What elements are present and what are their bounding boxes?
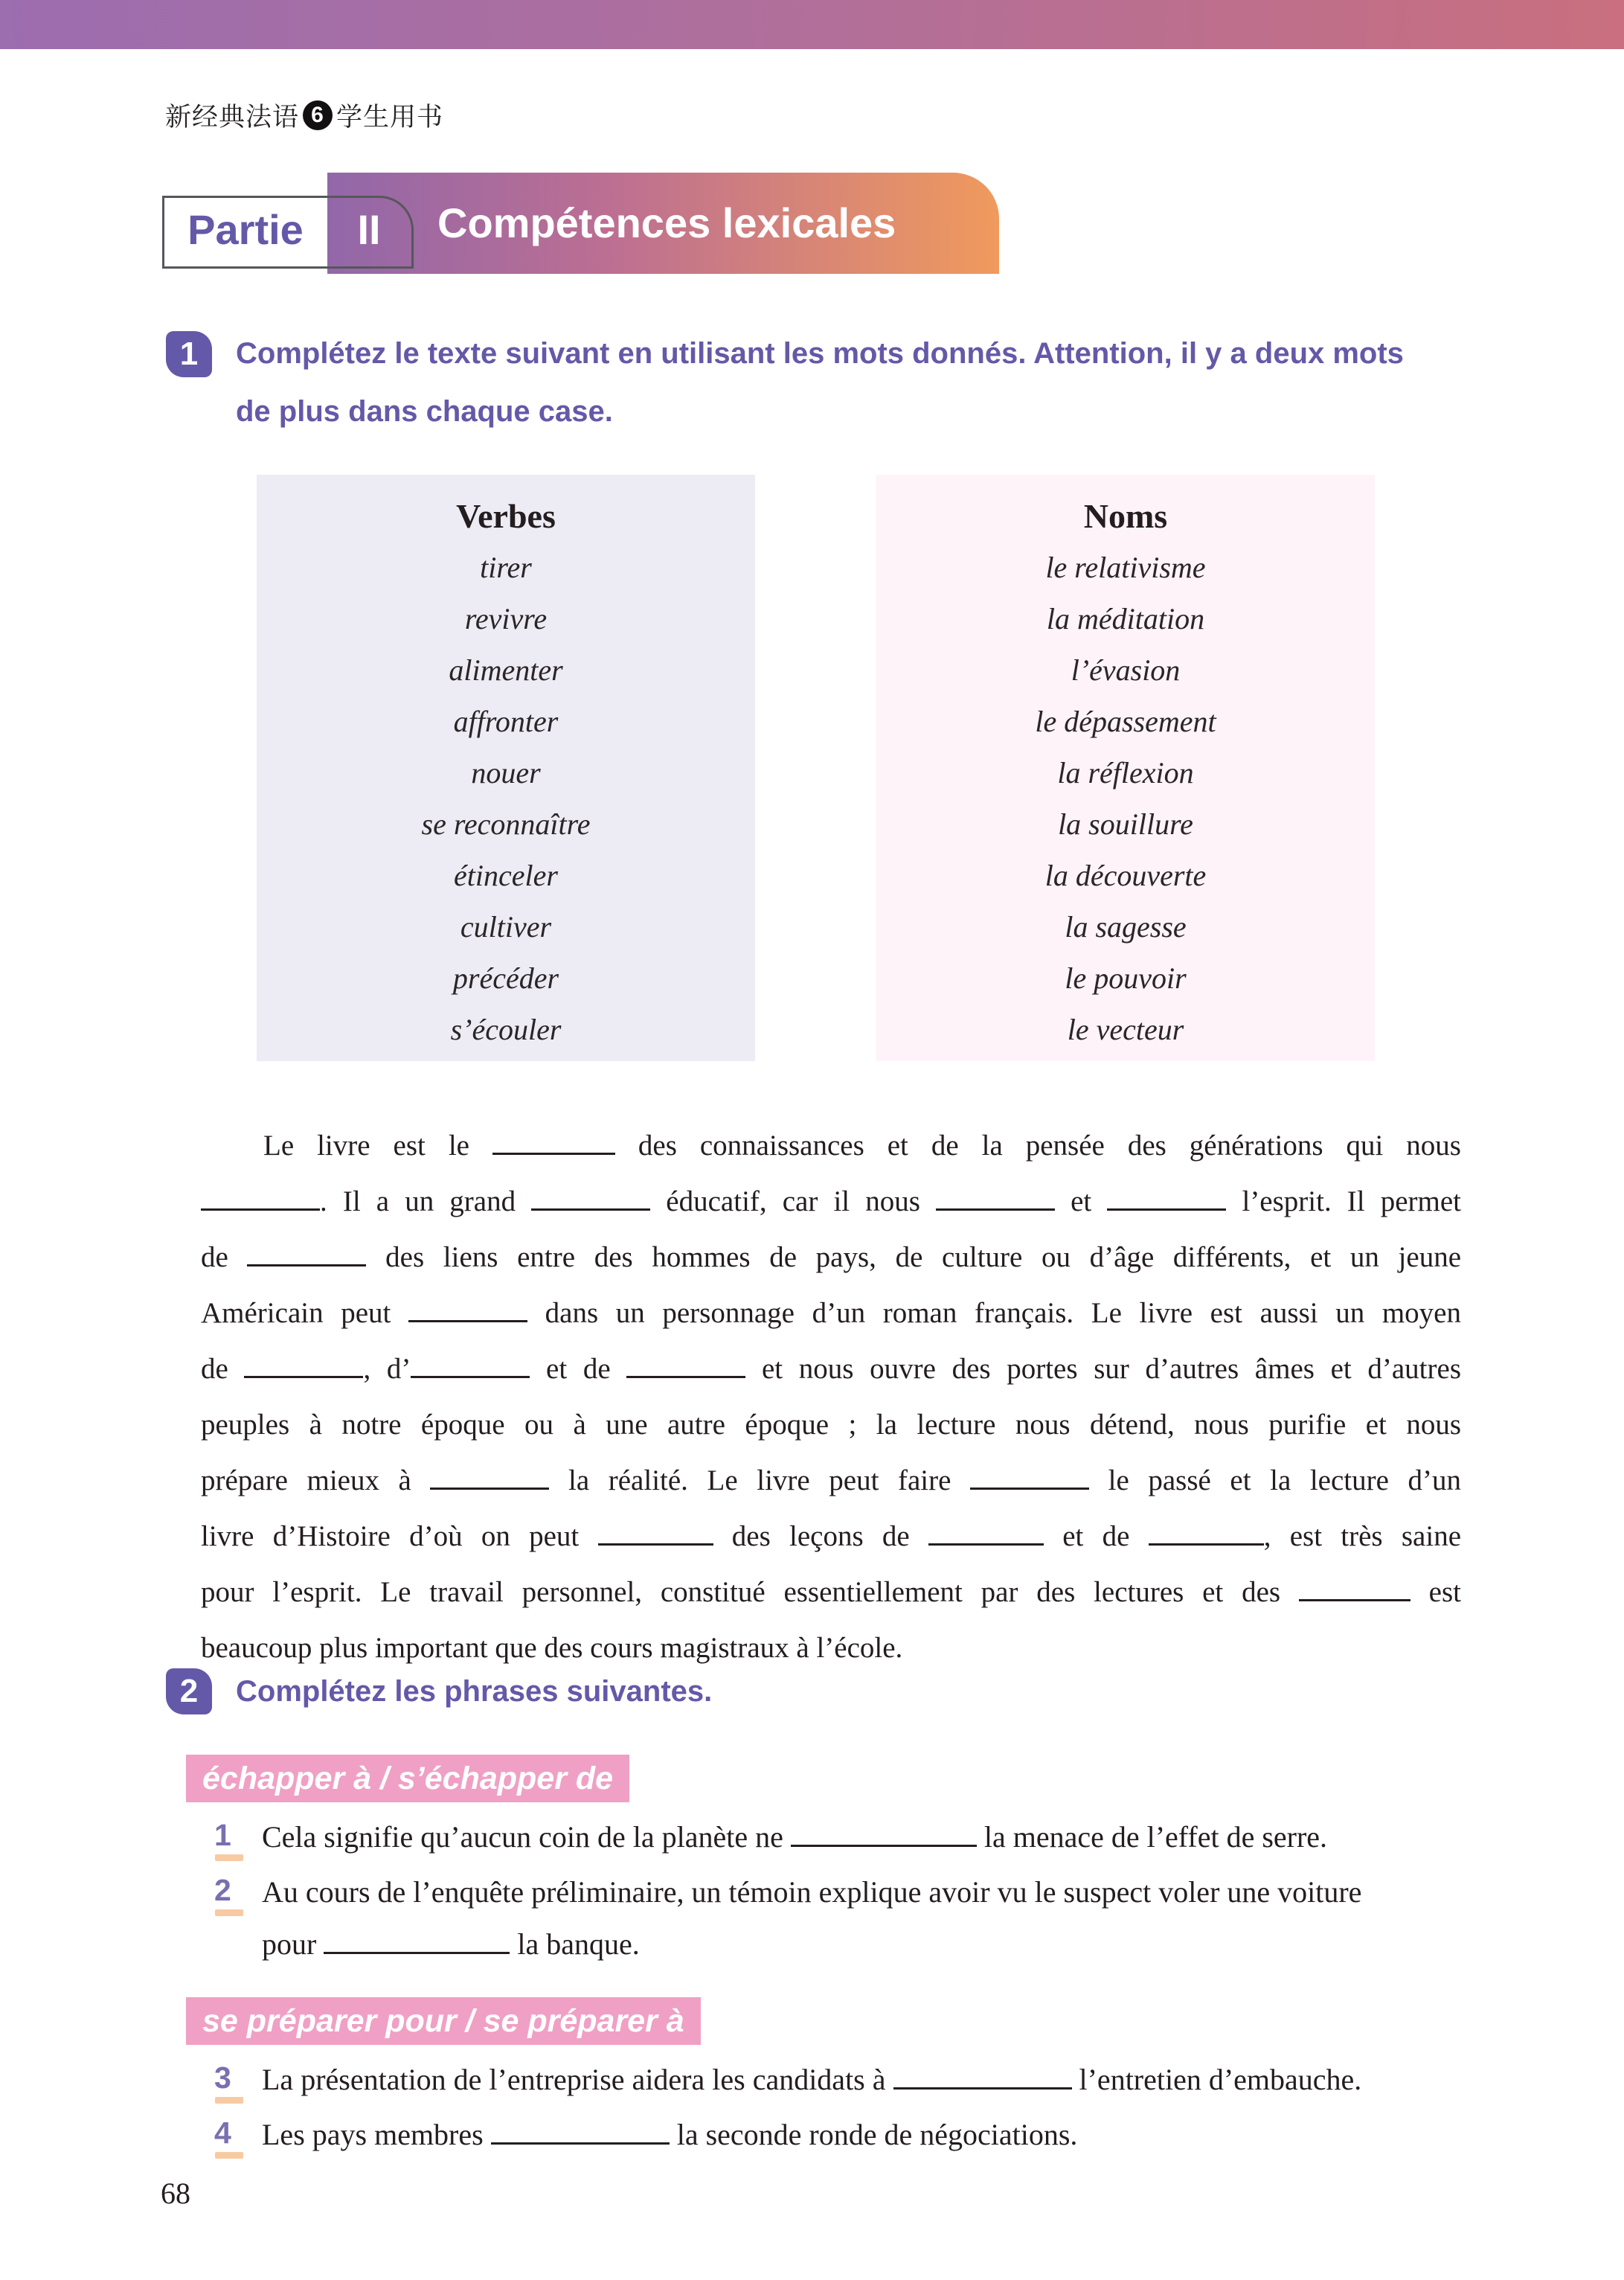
verbes-word-list: [257, 542, 755, 1055]
word-item: l’évasion: [1071, 653, 1181, 687]
volume-badge: 6: [303, 100, 333, 130]
word-item: la sagesse: [1065, 910, 1187, 944]
exercise2-title: Complétez les phrases suivantes.: [236, 1675, 713, 1708]
blank-field: [491, 2113, 670, 2145]
blank-field: [1107, 1179, 1226, 1211]
item-number-text: 3: [214, 2060, 231, 2095]
word-item: nouer: [471, 756, 541, 790]
item-number: [214, 2054, 262, 2104]
exercise2-number-badge: 2: [166, 1668, 212, 1714]
blank-field: [1149, 1514, 1264, 1546]
word-item: le relativisme: [1045, 551, 1206, 584]
noms-word-list: [876, 542, 1375, 1055]
item-number-underline: [215, 2152, 243, 2159]
paragraph-line: livre d’Histoire d’où on peut des leçons de et de , est très saine: [201, 1508, 1461, 1564]
word-item: revivre: [464, 602, 548, 635]
item-text-line: Les pays membres la seconde ronde de négociations.: [262, 2109, 1077, 2161]
running-head-suffix: 学生用书: [336, 103, 444, 132]
partie-numeral: II: [357, 206, 381, 253]
paragraph-line: . Il a un grand éducatif, car il nous et l’esprit. Il permet: [201, 1173, 1461, 1229]
blank-field: [936, 1179, 1055, 1211]
item-text: [262, 2109, 1077, 2161]
item-number-text: 4: [214, 2116, 231, 2150]
item-number-underline: [215, 2097, 243, 2104]
exercise-item: [186, 1811, 1466, 1863]
top-gradient-bar: [0, 0, 1624, 49]
blank-field: [201, 1179, 320, 1211]
item-number-underline: [215, 1909, 243, 1916]
blank-field: [531, 1179, 650, 1211]
exercise1-title-line: de plus dans chaque case.: [236, 395, 613, 428]
word-item: tirer: [480, 551, 532, 584]
item-number-text: 1: [214, 1818, 231, 1852]
page-number: 68: [161, 2177, 190, 2210]
blank-field: [791, 1815, 977, 1847]
phrase-group-label: échapper à / s’échapper de: [186, 1755, 629, 1802]
blank-field: [411, 1347, 530, 1378]
word-item: le vecteur: [1067, 1013, 1184, 1046]
paragraph-line: de , d’ et de et nous ouvre des portes sur d’autres âmes et d’autres: [201, 1341, 1461, 1397]
item-number: [214, 1866, 262, 1916]
paragraph-line: peuples à notre époque ou à une autre époque ; la lecture nous détend, nous purifie et nous: [201, 1409, 1461, 1441]
paragraph-line: de des liens entre des hommes de pays, de culture ou d’âge différents, et un jeune: [201, 1229, 1461, 1285]
partie-label: Partie: [187, 206, 304, 253]
word-item: s’écouler: [450, 1013, 562, 1046]
part-banner-title: Compétences lexicales: [437, 199, 896, 246]
paragraph-line: prépare mieux à la réalité. Le livre peut faire le passé et la lecture d’un: [201, 1453, 1461, 1508]
blank-field: [247, 1235, 366, 1267]
blank-field: [430, 1458, 549, 1490]
paragraph-line: Américain peut dans un personnage d’un roman français. Le livre est aussi un moyen: [201, 1285, 1461, 1341]
word-item: précéder: [452, 961, 559, 995]
item-text: [262, 1811, 1327, 1863]
verbes-word-box: [257, 475, 755, 1061]
blank-field: [893, 2058, 1072, 2090]
gap-fill-paragraph: [201, 1118, 1461, 1676]
partie-outline-box: [162, 196, 414, 269]
blank-field: [324, 1922, 510, 1954]
running-head-series: 新经典法语: [165, 103, 300, 132]
word-item: la méditation: [1046, 602, 1205, 635]
blank-field: [244, 1347, 363, 1378]
word-item: se reconnaître: [421, 807, 591, 841]
noms-box-title: Noms: [1083, 497, 1168, 535]
blank-field: [970, 1458, 1089, 1490]
exercise-item: [186, 2054, 1466, 2106]
word-item: alimenter: [449, 653, 563, 687]
exercise-item: [186, 2109, 1466, 2161]
exercise1-title: [236, 324, 1404, 441]
exercise1-number-badge: 1: [166, 331, 212, 377]
item-text: [262, 1866, 1361, 1970]
word-item: la réflexion: [1057, 756, 1194, 790]
item-number: [214, 1811, 262, 1861]
item-text-line: Au cours de l’enquête préliminaire, un témoin explique avoir vu le suspect voler une voiture: [262, 1875, 1362, 1909]
item-text-line: La présentation de l’entreprise aidera les candidats à l’entretien d’embauche.: [262, 2054, 1361, 2106]
item-number-underline: [215, 1854, 243, 1861]
word-item: affronter: [453, 705, 559, 738]
running-head: [165, 97, 443, 134]
word-item: le pouvoir: [1065, 961, 1187, 995]
blank-field: [928, 1514, 1044, 1546]
paragraph-line: Le livre est le des connaissances et de la pensée des générations qui nous: [201, 1118, 1461, 1173]
exercise-item: [186, 1866, 1466, 1970]
item-number-text: 2: [214, 1873, 231, 1907]
word-item: la découverte: [1044, 859, 1207, 892]
exercise1-title-line: Complétez le texte suivant en utilisant les mots donnés. Attention, il y a deux mots: [236, 337, 1404, 370]
word-item: étinceler: [454, 859, 558, 892]
word-item: le dépassement: [1035, 705, 1216, 738]
word-item: la souillure: [1058, 807, 1193, 841]
exercise2-groups: [186, 1755, 1466, 2161]
blank-field: [1299, 1570, 1410, 1601]
verbes-box-title: Verbes: [456, 497, 556, 535]
blank-field: [408, 1291, 527, 1322]
blank-field: [598, 1514, 713, 1546]
blank-field: [626, 1347, 745, 1378]
item-text: [262, 2054, 1361, 2106]
noms-word-box: [876, 475, 1375, 1061]
item-number: [214, 2109, 262, 2159]
paragraph-line: pour l’esprit. Le travail personnel, constitué essentiellement par des lectures et des est: [201, 1564, 1461, 1620]
blank-field: [492, 1124, 615, 1155]
item-text-line: Cela signifie qu’aucun coin de la planète ne la menace de l’effet de serre.: [262, 1811, 1327, 1863]
phrase-group-label: se préparer pour / se préparer à: [186, 1997, 701, 2045]
word-item: cultiver: [460, 910, 552, 944]
paragraph-line: beaucoup plus important que des cours magistraux à l’école.: [201, 1632, 903, 1664]
item-text-line: pour la banque.: [262, 1918, 1361, 1970]
